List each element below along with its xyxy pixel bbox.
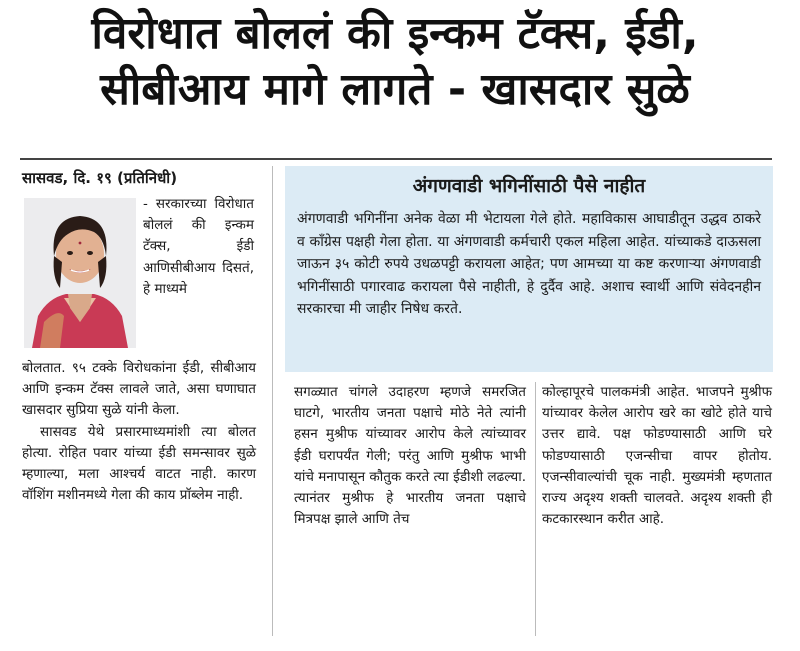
headline-line-1: विरोधात बोललं की इन्कम टॅक्स, ईडी, [91,8,699,59]
left-column [22,358,256,506]
sidebar-box-title: अंगणवाडी भगिनींसाठी पैसे नाहीत [412,175,646,197]
dateline: सासवड, दि. १९ (प्रतिनिधी) [22,169,178,187]
sidebar-box [285,166,773,372]
right-column: कोल्हापूरचे पालकमंत्री आहेत. भाजपने मुश्रीफ यांच्यावर केलेल आरोप खरे का खोटे होते याचे उत्तर द्यावे. पक्ष फोडण्यासाठी आणि घरे फोडण्यासाठी एजन्सीचा वापर होतोय. एजन्सीवाल्यांची चूक नाही. मुख्यमंत्री म्हणतात राज्य अदृश्य शक्ती चालवते. अदृश्य शक्ती ही कटकारस्थान करीत आहे. [542,384,772,528]
beside-photo-text: - सरकारच्या विरोधात बोललं की इन्कम टॅक्स, ईडी आणिसीबीआय दिसतं, हे माध्यमे [143,196,254,297]
headline-rule [20,158,772,160]
portrait-photo [24,198,136,348]
left-column-paragraph-2: सासवड येथे प्रसारमाध्यमांशी त्या बोलत होत्या. रोहित पवार यांच्या ईडी समन्सावर सुळे म्हणाल्या, मला आश्चर्य वाटत नाही. कारण वॉशिंग मशीनमध्ये गेला की काय प्रॉब्लेम नाही. [22,423,256,504]
middle-column: सगळ्यात चांगले उदाहरण म्हणजे समरजित घाटगे, भारतीय जनता पक्षाचे मोठे नेते त्यांनी हसन मुश्रीफ यांच्यावर आरोप केले त्यांच्यावर ईडी घरापर्यंत गेली; परंतु आणि मुश्रीफ भाभी यांचे मनापासून कौतुक करते त्या ईडीशी लढल्या. त्यानंतर मुश्रीफ हे भारतीय जनता पक्षाचे मित्रपक्ष झाले आणि तेच [294,384,526,528]
portrait-image [24,198,136,348]
left-column-paragraph-1: बोलतात. ९५ टक्के विरोधकांना ईडी, सीबीआय आणि इन्कम टॅक्स लावले जाते, असा घणाघात खासदार सुप्रिया सुळे यांनी केला. [22,360,256,419]
column-divider-right [535,382,536,636]
sidebar-box-body: अंगणवाडी भगिनींना अनेक वेळा मी भेटायला गेले होते. महाविकास आघाडीतून उद्धव ठाकरे व काँग्रेस पक्षही गेला होता. या अंगणवाडी कर्मचारी एकल महिला आहेत. यांच्याकडे दाऊसला जाऊन ३५ कोटी रुपये उधळपट्टी करायला आहेत; पण आमच्या या कष्ट करणाऱ्या अंगणवाडी भगिनींसाठी पगारवाढ करायला पैसे नाहीती, हे दुर्दैव आहे. अशाच स्वार्थी आणि संवेदनहीन सरकारचा मी जाहीर निषेध करते. [297,211,761,317]
headline [10,6,780,118]
column-divider-left [272,166,273,636]
headline-line-2: सीबीआय मागे लागते - खासदार सुळे [100,64,690,115]
